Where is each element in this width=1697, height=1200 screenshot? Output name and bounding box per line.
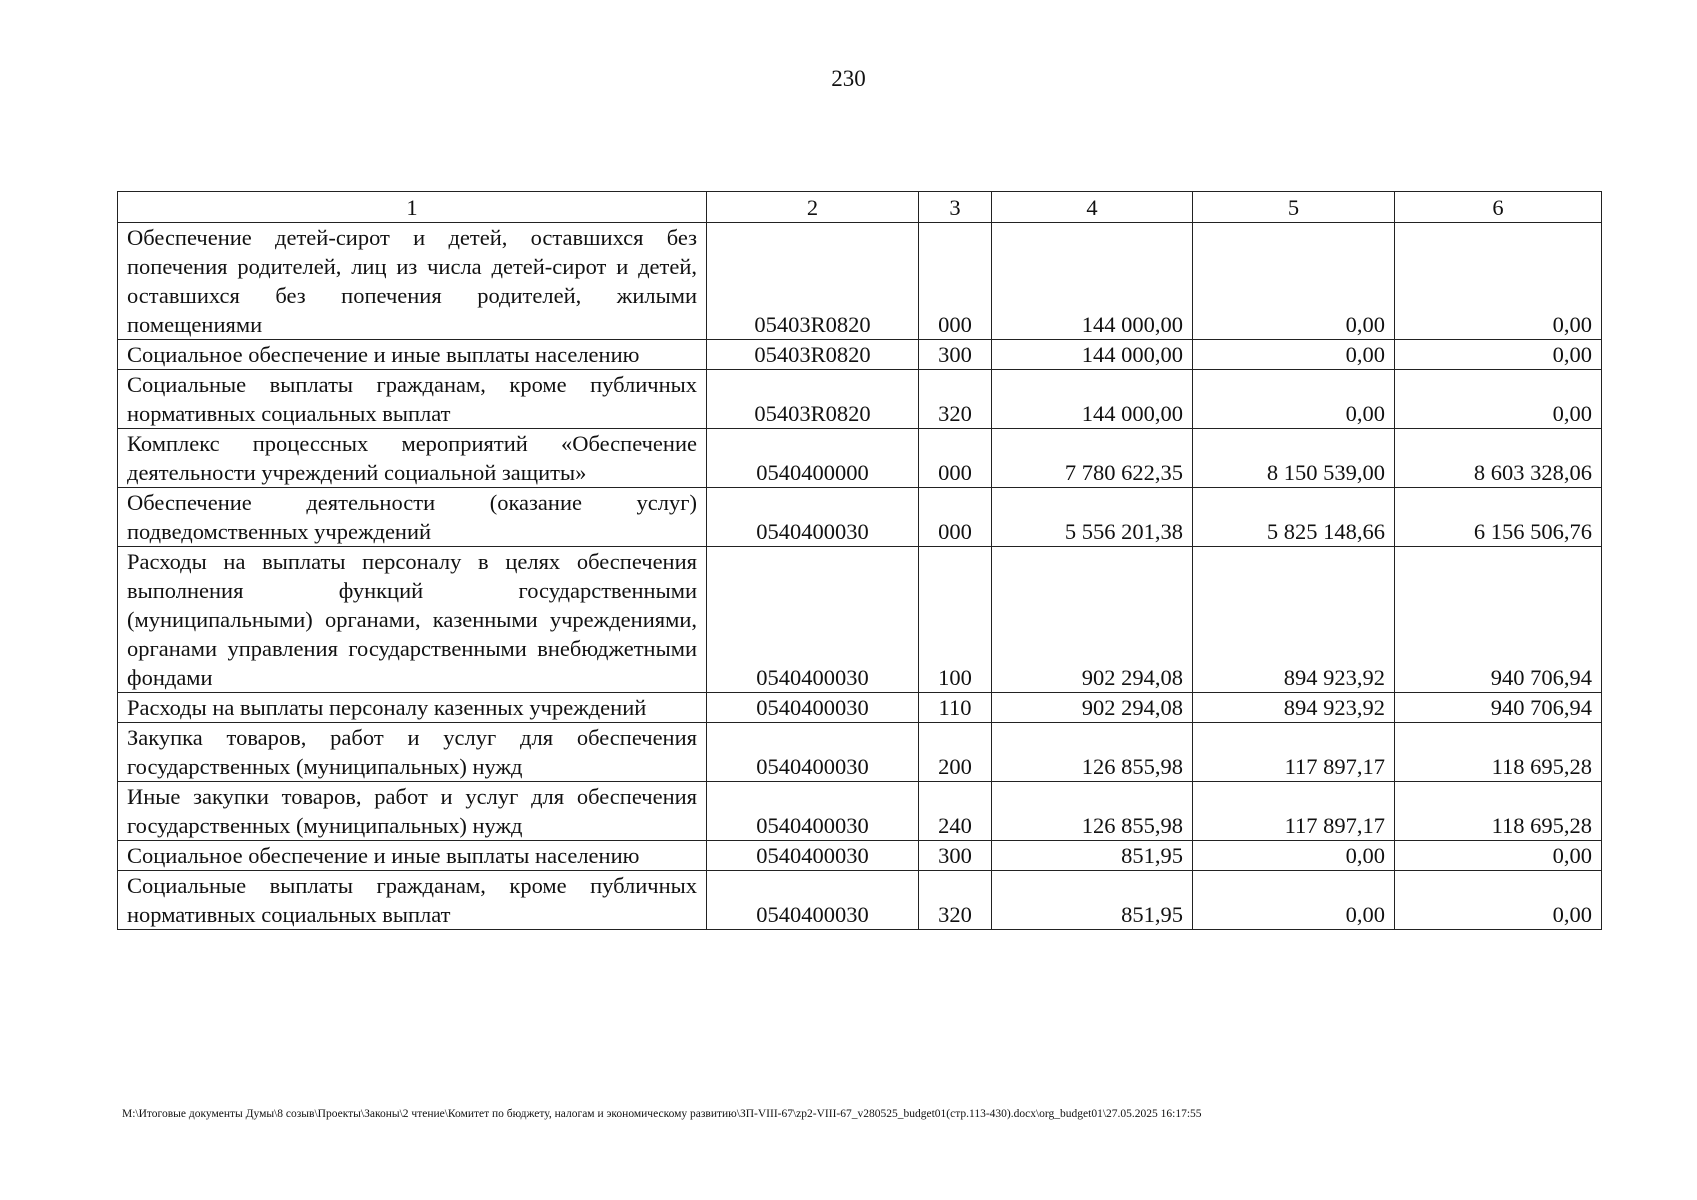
row-value-6: 940 706,94: [1395, 547, 1602, 693]
row-type: 000: [919, 429, 992, 488]
table-row: [118, 723, 1602, 782]
row-code: 0540400030: [707, 871, 919, 930]
row-name: Обеспечение детей-сирот и детей, оставшихся без попечения родителей, лиц из числа детей-сирот и детей, оставшихся без попечения родителей, жилыми помещениями: [118, 223, 707, 340]
row-value-6: 0,00: [1395, 223, 1602, 340]
row-value-6: 118 695,28: [1395, 782, 1602, 841]
row-value-6: 0,00: [1395, 370, 1602, 429]
row-name: Расходы на выплаты персоналу казенных учреждений: [118, 693, 707, 723]
row-value-4: 126 855,98: [992, 782, 1193, 841]
row-type: 110: [919, 693, 992, 723]
column-header: 1: [118, 192, 707, 223]
column-header: 5: [1193, 192, 1395, 223]
row-type: 000: [919, 488, 992, 547]
table-row: [118, 488, 1602, 547]
row-name: Закупка товаров, работ и услуг для обеспечения государственных (муниципальных) нужд: [118, 723, 707, 782]
row-value-6: 0,00: [1395, 871, 1602, 930]
row-value-5: 117 897,17: [1193, 782, 1395, 841]
budget-table: [117, 191, 1602, 930]
row-value-5: 0,00: [1193, 223, 1395, 340]
row-code: 0540400030: [707, 841, 919, 871]
row-value-4: 851,95: [992, 871, 1193, 930]
row-code: 05403R0820: [707, 340, 919, 370]
row-name: Расходы на выплаты персоналу в целях обеспечения выполнения функций государственными (муниципальными) органами, казенными учреждениями, органами управления государственными внебюджетными фондами: [118, 547, 707, 693]
column-header: 3: [919, 192, 992, 223]
row-value-4: 144 000,00: [992, 223, 1193, 340]
row-type: 000: [919, 223, 992, 340]
row-value-4: 7 780 622,35: [992, 429, 1193, 488]
row-value-5: 5 825 148,66: [1193, 488, 1395, 547]
row-name: Социальные выплаты гражданам, кроме публичных нормативных социальных выплат: [118, 871, 707, 930]
row-type: 240: [919, 782, 992, 841]
row-code: 0540400030: [707, 723, 919, 782]
row-value-4: 902 294,08: [992, 547, 1193, 693]
row-code: 0540400000: [707, 429, 919, 488]
row-value-6: 118 695,28: [1395, 723, 1602, 782]
table-header-row: [118, 192, 1602, 223]
row-name: Комплекс процессных мероприятий «Обеспечение деятельности учреждений социальной защиты»: [118, 429, 707, 488]
row-code: 0540400030: [707, 782, 919, 841]
row-value-5: 117 897,17: [1193, 723, 1395, 782]
table-row: [118, 841, 1602, 871]
row-type: 200: [919, 723, 992, 782]
row-value-4: 851,95: [992, 841, 1193, 871]
row-type: 300: [919, 841, 992, 871]
row-value-4: 5 556 201,38: [992, 488, 1193, 547]
row-value-6: 6 156 506,76: [1395, 488, 1602, 547]
row-value-5: 0,00: [1193, 370, 1395, 429]
row-value-4: 126 855,98: [992, 723, 1193, 782]
row-name: Обеспечение деятельности (оказание услуг) подведомственных учреждений: [118, 488, 707, 547]
row-value-5: 894 923,92: [1193, 693, 1395, 723]
row-name: Социальные выплаты гражданам, кроме публичных нормативных социальных выплат: [118, 370, 707, 429]
row-code: 0540400030: [707, 488, 919, 547]
column-header: 4: [992, 192, 1193, 223]
row-name: Социальное обеспечение и иные выплаты населению: [118, 841, 707, 871]
table-row: [118, 340, 1602, 370]
row-value-6: 940 706,94: [1395, 693, 1602, 723]
table-row: [118, 429, 1602, 488]
row-type: 320: [919, 871, 992, 930]
row-value-5: 0,00: [1193, 871, 1395, 930]
file-path-footer: M:\Итоговые документы Думы\8 созыв\Проекты\Законы\2 чтение\Комитет по бюджету, налогам и экономическому развитию\ЗП-VIII-67\zp2-VIII-67_v280525_budget01(стр.113-430).docx\org_budget01\27.05.2025 16:17:55: [122, 1108, 1202, 1120]
row-name: Иные закупки товаров, работ и услуг для обеспечения государственных (муниципальных) нужд: [118, 782, 707, 841]
table-row: [118, 693, 1602, 723]
row-code: 05403R0820: [707, 370, 919, 429]
row-value-5: 8 150 539,00: [1193, 429, 1395, 488]
row-value-5: 0,00: [1193, 841, 1395, 871]
row-code: 0540400030: [707, 693, 919, 723]
row-code: 05403R0820: [707, 223, 919, 340]
row-type: 300: [919, 340, 992, 370]
row-value-6: 0,00: [1395, 841, 1602, 871]
row-value-6: 8 603 328,06: [1395, 429, 1602, 488]
row-value-4: 144 000,00: [992, 370, 1193, 429]
table-row: [118, 223, 1602, 340]
column-header: 6: [1395, 192, 1602, 223]
row-value-5: 0,00: [1193, 340, 1395, 370]
row-type: 100: [919, 547, 992, 693]
row-type: 320: [919, 370, 992, 429]
row-value-5: 894 923,92: [1193, 547, 1395, 693]
row-name: Социальное обеспечение и иные выплаты населению: [118, 340, 707, 370]
table-row: [118, 871, 1602, 930]
row-value-4: 144 000,00: [992, 340, 1193, 370]
page-number: 230: [831, 66, 866, 91]
column-header: 2: [707, 192, 919, 223]
table-row: [118, 370, 1602, 429]
row-value-4: 902 294,08: [992, 693, 1193, 723]
table-row: [118, 782, 1602, 841]
row-value-6: 0,00: [1395, 340, 1602, 370]
table-row: [118, 547, 1602, 693]
row-code: 0540400030: [707, 547, 919, 693]
